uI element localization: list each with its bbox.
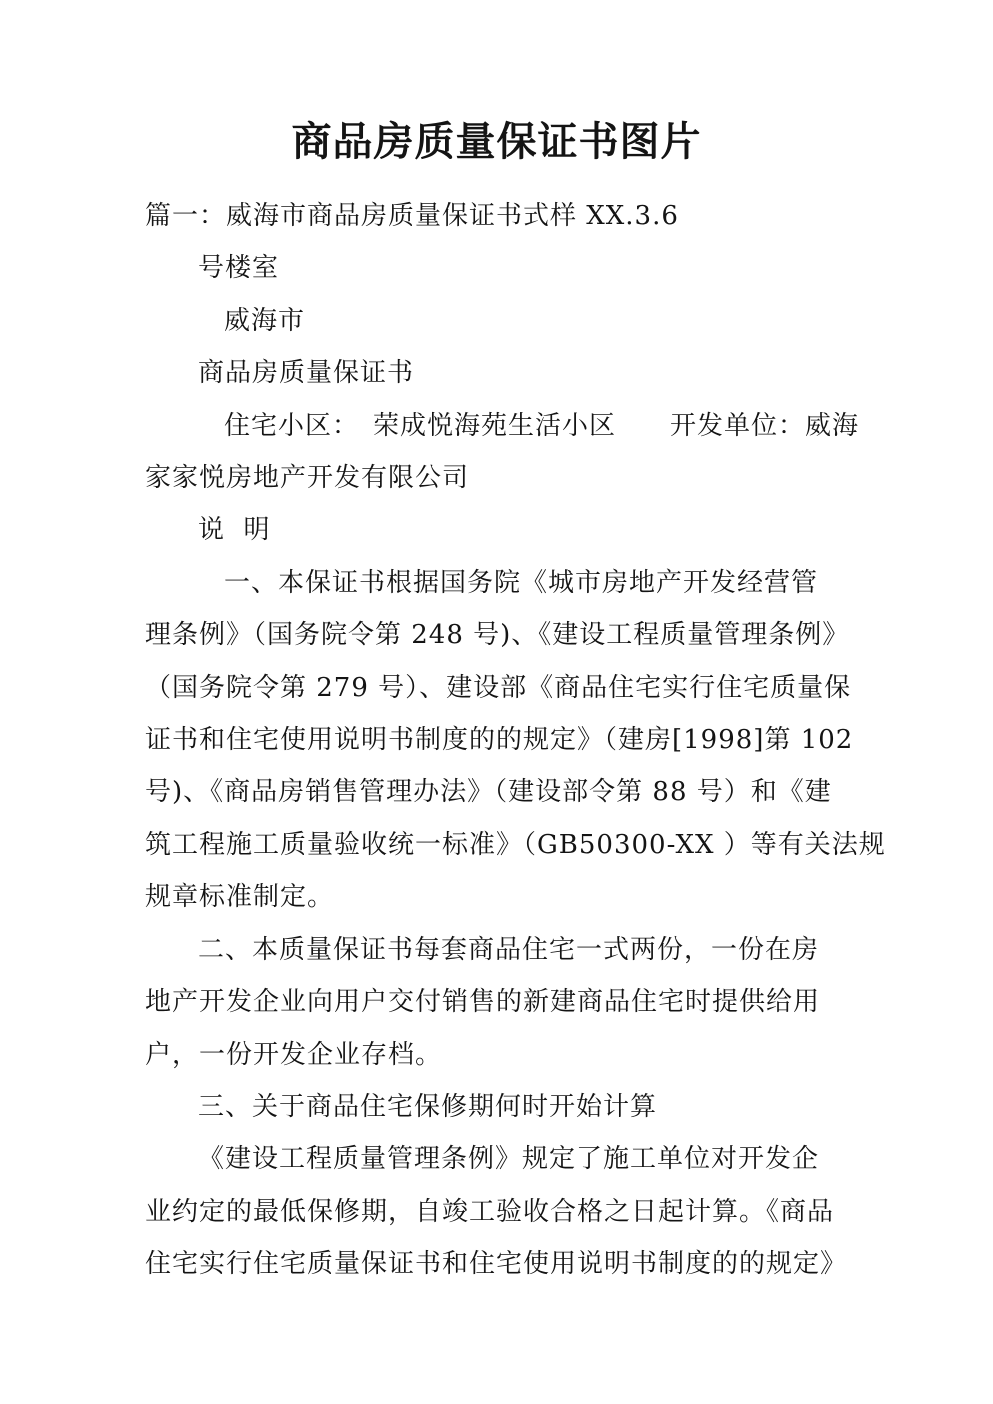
text-line: 商品房质量保证书	[198, 358, 415, 389]
text-line: 业约定的最低保修期，自竣工验收合格之日起计算。《商品	[145, 1196, 835, 1227]
text-line: 住宅实行住宅质量保证书和住宅使用说明书制度的的规定》	[145, 1249, 848, 1280]
document-title: 商品房质量保证书图片	[291, 118, 702, 165]
text-line: 《建设工程质量管理条例》规定了施工单位对开发企	[198, 1144, 820, 1175]
text-line: 户，一份开发企业存档。	[145, 1039, 443, 1070]
text-line: 说 明	[198, 515, 271, 546]
text-line: 规章标准制定。	[145, 882, 335, 913]
text-line: 证书和住宅使用说明书制度的的规定》（建房[1998]第 102	[145, 725, 854, 756]
text-line: 理条例》（国务院令第 248 号)、《建设工程质量管理条例》	[145, 620, 850, 651]
text-line: 地产开发企业向用户交付销售的新建商品住宅时提供给用	[145, 987, 821, 1018]
text-line: 家家悦房地产开发有限公司	[145, 463, 470, 494]
text-line: （国务院令第 279 号）、建设部《商品住宅实行住宅质量保	[145, 672, 852, 703]
text-line: 二、本质量保证书每套商品住宅一式两份，一份在房	[198, 934, 820, 965]
text-line: 三、关于商品住宅保修期何时开始计算	[198, 1091, 658, 1122]
text-line: 威海市	[224, 305, 306, 336]
text-line: 住宅小区： 荣成悦海苑生活小区 开发单位：威海	[224, 410, 860, 441]
text-line: 一、本保证书根据国务院《城市房地产开发经营管	[224, 567, 819, 598]
text-line: 篇一：威海市商品房质量保证书式样 XX.3.6	[145, 201, 679, 231]
text-line: 号)、《商品房销售管理办法》（建设部令第 88 号）和《建	[145, 777, 832, 808]
text-line: 号楼室	[198, 253, 280, 284]
document-body	[145, 190, 905, 1291]
text-line: 筑工程施工质量验收统一标准》（GB50300-XX ）等有关法规	[145, 829, 886, 860]
